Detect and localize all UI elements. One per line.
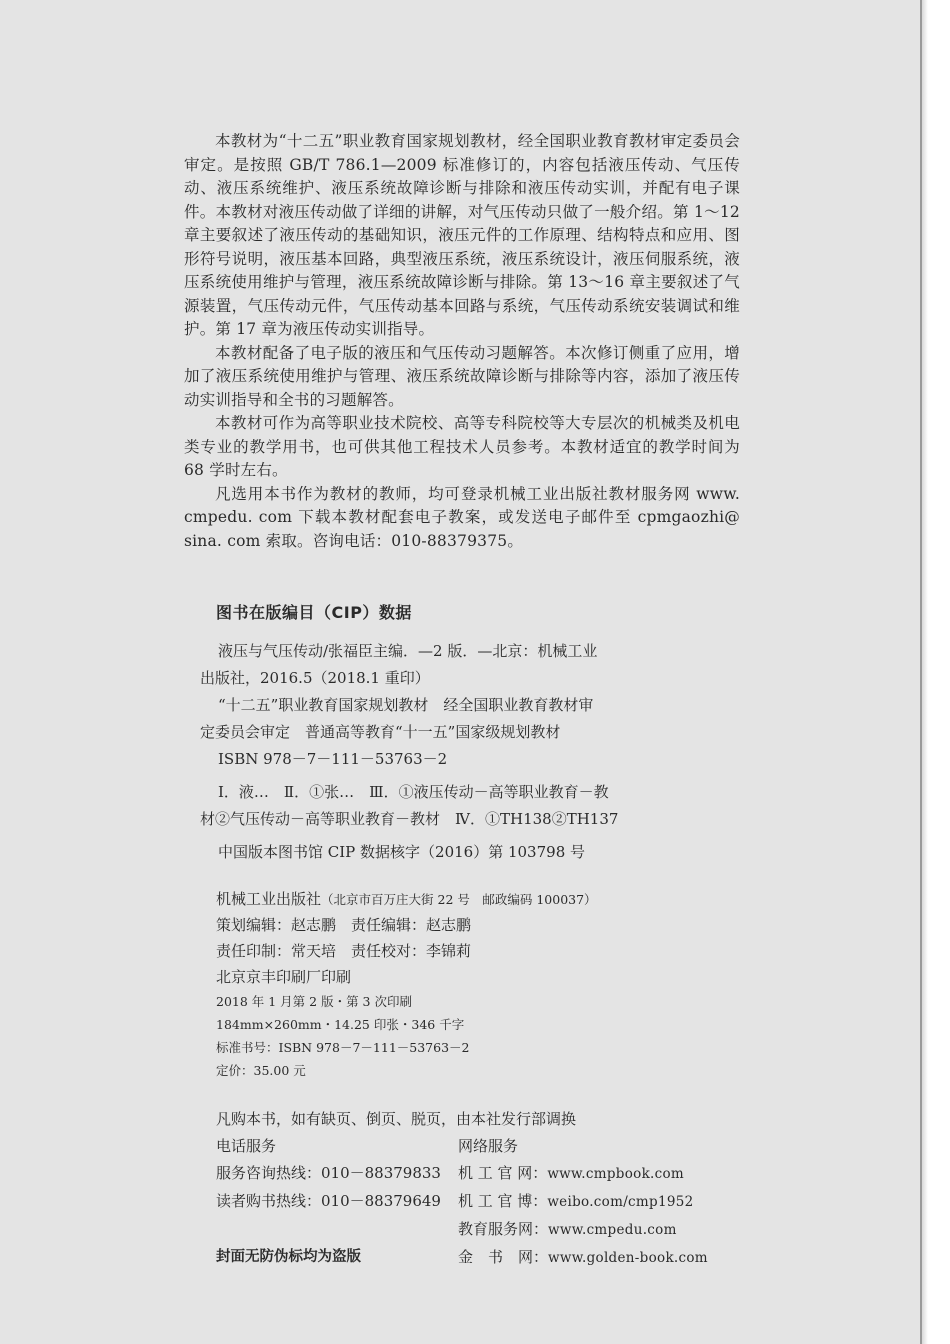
price: 定价：35.00 元 (216, 1063, 306, 1078)
intro-paragraph-3: 本教材可作为高等职业技术院校、高等专科院校等大专层次的机械类及机电类专业的教学用书，也可供其他工程技术人员参考。本教材适宜的教学时间为 68 学时左右。 (184, 414, 740, 479)
service-url: www.cmpedu.com (548, 1222, 677, 1238)
service-label: 机 工 官 博： (458, 1192, 548, 1210)
intro-section (184, 130, 740, 553)
printer: 北京京丰印刷厂印刷 (216, 968, 352, 986)
standard-number: 标准书号：ISBN 978－7－111－53763－2 (216, 1040, 470, 1055)
service-header-row (216, 1133, 736, 1160)
cip-line-4: 定委员会审定 普通高等教育“十一五”国家级规划教材 (200, 723, 561, 741)
service-row (216, 1216, 736, 1244)
planning-editor: 策划编辑：赵志鹏 责任编辑：赵志鹏 (216, 916, 472, 934)
page-edge-line (920, 0, 922, 1344)
cip-line-1: 液压与气压传动/张福臣主编．—2 版．—北京：机械工业 (218, 642, 598, 660)
service-notice: 凡购本书，如有缺页、倒页、脱页，由本社发行部调换 (216, 1110, 577, 1128)
cip-class-line-1: Ⅰ．液… Ⅱ．①张… Ⅲ．①液压传动－高等职业教育－教 (218, 783, 609, 801)
empty-cell (216, 1216, 458, 1244)
publisher-line (216, 886, 716, 912)
purchase-hotline: 读者购书热线：010－88379649 (216, 1192, 441, 1210)
cip-line-3: “十二五”职业教育国家规划教材 经全国职业教育教材审 (218, 696, 594, 714)
service-url: www.golden-book.com (548, 1250, 708, 1266)
intro-paragraph-1: 本教材为“十二五”职业教育国家规划教材，经全国职业教育教材审定委员会审定。是按照 GB/T 786.1—2009 标准修订的，内容包括液压传动、气压传动、液压系统维护、液压系统故障诊断与排除和液压传动实训，并配有电子课件。本教材对液压传动做了详细的讲解，对气压传动只做了一般介绍。第 1～12 章主要叙述了液压传动的基础知识，液压元件的工作原理、结构特点和应用、图形符号说明，液压基本回路，典型液压系统，液压系统设计，液压伺服系统，液压系统使用维护与管理，液压系统故障诊断与排除。第 13～16 章主要叙述了气源装置，气压传动元件，气压传动基本回路与系统，气压传动系统安装调试和维护。第 17 章为液压传动实训指导。 (184, 132, 740, 338)
service-url: www.cmpbook.com (547, 1166, 685, 1182)
cip-isbn: ISBN 978－7－111－53763－2 (218, 750, 448, 768)
service-row (216, 1160, 736, 1188)
cip-class-line-2: 材②气压传动－高等职业教育－教材 Ⅳ．①TH138②TH137 (200, 810, 619, 828)
service-row (216, 1244, 736, 1272)
service-label: 机 工 官 网： (458, 1164, 548, 1182)
cip-line-2: 出版社，2016.5（2018.1 重印） (200, 669, 430, 687)
page-edge (922, 0, 950, 1344)
service-label: 教育服务网： (458, 1220, 549, 1238)
print-proof: 责任印制：常天培 责任校对：李锦莉 (216, 942, 472, 960)
phone-service-header: 电话服务 (216, 1137, 277, 1155)
anti-piracy-notice: 封面无防伪标均为盗版 (216, 1249, 361, 1265)
service-row (216, 1188, 736, 1216)
service-label: 金 书 网： (458, 1248, 549, 1266)
format-info: 184mm×260mm・14.25 印张・346 千字 (216, 1017, 465, 1032)
publisher-address: （北京市百万庄大街 22 号 邮政编码 100037） (321, 892, 597, 907)
service-hotline: 服务咨询热线：010－88379833 (216, 1164, 441, 1182)
intro-paragraph-4: 凡选用本书作为教材的教师，均可登录机械工业出版社教材服务网 www. cmpedu. com 下载本教材配套电子教案，或发送电子邮件至 cpmgaozhi@ sina. com 索取。咨询电话：010-88379375。 (184, 484, 740, 550)
service-url: weibo.com/cmp1952 (547, 1194, 694, 1210)
edition-info: 2018 年 1 月第 2 版・第 3 次印刷 (216, 994, 412, 1009)
cip-library: 中国版本图书馆 CIP 数据核字（2016）第 103798 号 (218, 843, 586, 861)
net-service-header: 网络服务 (458, 1137, 519, 1155)
cip-section (200, 638, 720, 866)
service-section (216, 1106, 736, 1272)
publisher-section (216, 886, 716, 1082)
intro-paragraph-2: 本教材配备了电子版的液压和气压传动习题解答。本次修订侧重了应用，增加了液压系统使用维护与管理、液压系统故障诊断与排除等内容，添加了液压传动实训指导和全书的习题解答。 (184, 343, 740, 409)
cip-title: 图书在版编目（CIP）数据 (216, 603, 412, 622)
publisher-name: 机械工业出版社 (216, 890, 322, 908)
